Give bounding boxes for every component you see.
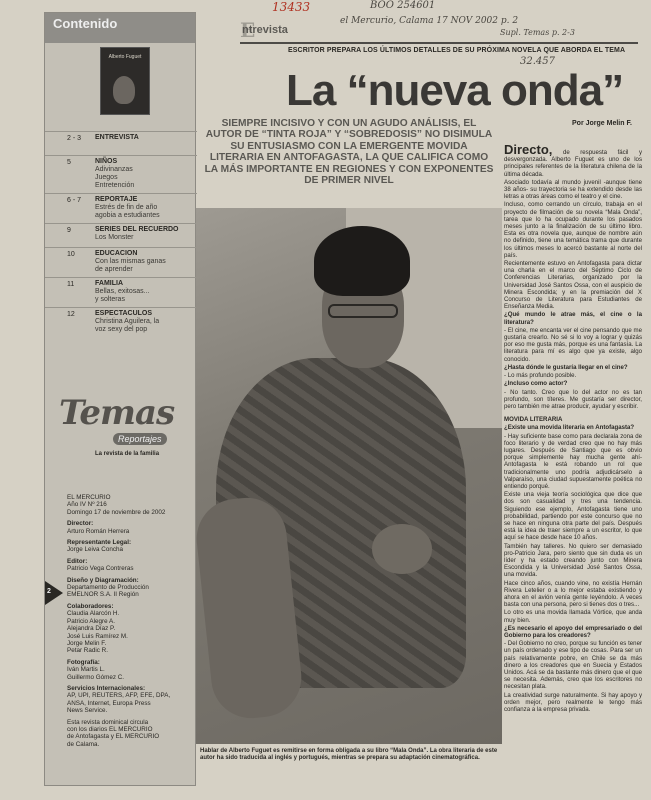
toc-page: 10 xyxy=(67,251,75,258)
article-kicker: ESCRITOR PREPARA LOS ÚLTIMOS DETALLES DE SU PRÓXIMA NOVELA QUE ABORDA EL TEMA xyxy=(288,47,626,54)
body-paragraph: - Del Gobierno no creo, porque su función es tener un país ordenado y ese tipo de cosas. Para ser un país relativamente pobre, en Chile se da más dinero a los creadores que en Suecia y Estados Unidos. Acá se da bastante más dinero que el que se necesita. Además, creo que los escritores no necesitan plata. xyxy=(504,640,642,691)
credit-value: Iván Martis L. Guillermo Gómez C. xyxy=(67,666,125,681)
credit-label: Editor: xyxy=(67,557,88,565)
masthead-credits xyxy=(67,490,195,748)
body-first-word: Directo, xyxy=(504,142,553,157)
body-paragraph: Incluso, como cerrando un círculo, trabaja en el proyecto de filmación de su novela “Mala Onda”, tarea que lo ha ocupado durante los pasados meses junto a la finalización de su último libro. Esta es otra novela que, aunque de nombre aún no definido, tiene una temática trama que durante los últimos meses lo acercó bastante al norte del país. xyxy=(504,201,642,259)
credit-block xyxy=(67,539,195,554)
credit-label: Fotografía: xyxy=(67,658,100,666)
body-paragraph: - El cine, me encanta ver el cine pensando que me gustaría crearlo. No sé si lo voy a lograr y quizás por eso me gusta más, porque es una fantasía. La literatura para mí es algo que ya existe, algo conocido. xyxy=(504,326,642,363)
body-paragraph: Hace cinco años, cuando vine, no existía Hernán Rivera Letelier o a lo mejor estaba existiendo y ahora en el avión venía gente leyéndolo. A veces basta con una persona, pero si tienes dos o tres... xyxy=(504,579,642,609)
toc-page: 2 - 3 xyxy=(67,135,82,142)
cover-thumbnail-face xyxy=(113,76,135,104)
credit-block xyxy=(67,494,195,516)
toc-page: 12 xyxy=(67,311,75,318)
logo-wordmark: Temas xyxy=(59,393,175,433)
toc-item xyxy=(45,155,197,193)
photo-hand xyxy=(372,524,432,574)
catalog-annotation: BOO 254601 xyxy=(370,0,436,11)
credit-value: Esta revista dominical circula con los diarios EL MERCURIO de Antofagasta y EL MERCURIO de Calama. xyxy=(67,718,160,748)
credit-value: Arturo Román Herrera xyxy=(67,527,130,535)
page-number: 2 xyxy=(47,588,51,595)
toc-section: EDUCACION xyxy=(95,250,138,257)
article-body xyxy=(504,142,642,714)
credit-label: Servicios Internacionales: xyxy=(67,684,146,692)
source-annotation: el Mercurio, Calama 17 NOV 2002 p. 2 xyxy=(340,16,519,26)
toc-page: 11 xyxy=(67,281,75,288)
toc-page: 5 xyxy=(67,159,71,166)
toc-section: NIÑOS xyxy=(95,158,118,165)
credit-value: Claudia Alarcón H. Patricio Alegre A. Alejandra Díaz P. José Luis Ramírez M. Jorge Melin F. Petar Radic R. xyxy=(67,610,128,655)
body-paragraph: Asociado todavía al mundo juvenil -aunque tiene 38 años- su trayectoria se ha extendido desde las letras a otras áreas como el teatro y el cine. xyxy=(504,178,642,201)
supplement-annotation: Supl. Temas p. 2-3 xyxy=(500,28,575,37)
contents-sidebar xyxy=(44,12,196,786)
body-paragraph: de respuesta fácil y desvergonzada. Alberto Fuguet es uno de los principales referentes de la literatura chilena de la última década. xyxy=(504,149,642,178)
body-paragraph: Existe una vieja teoría sociológica que dice que dos son casualidad y tres una tendencia. Siguiendo ese ejemplo, Antofagasta tiene uno probabilidad, partiendo por este concurso que no se hace en ninguna otra parte del país. Después está la idea de traer siempre a un escritor, lo que aquí se hace desde hace 10 años. xyxy=(504,491,642,542)
interview-question: ¿Hasta dónde le gustaría llegar en el cine? xyxy=(504,363,628,371)
credit-label: Director: xyxy=(67,520,94,528)
credit-label: Representante Legal: xyxy=(67,539,132,547)
toc-item xyxy=(45,223,197,247)
section-tab: E ntrevista xyxy=(242,24,288,36)
contents-heading: Contenido xyxy=(45,13,195,43)
author-photo xyxy=(196,208,502,744)
interview-question: ¿Existe una movida literaria en Antofagasta? xyxy=(504,424,635,432)
code-annotation: 32.457 xyxy=(520,56,555,67)
body-paragraph: - No tanto. Creo que lo del actor no es tan profundo, son títeres. Me gustaría ser director, pero también me atrae producir, ayudar y escribir. xyxy=(504,388,642,410)
credit-value: Patricio Vega Contreras xyxy=(67,565,134,573)
body-paragraph: - Hay suficiente base como para declarala zona de foco literario y de verdad creo que no hay más lugares. Después de Santiago que es obvio porque simplemente hay mucha gente ahí- Antofagasta le está robando un rol que tradicionalmente uno podría adjudicárselo a Valparaíso, una ciudad supuestamente poética no entiendo porqué. xyxy=(504,432,642,490)
credit-value: AP, UPI, REUTERS, AFP, EFE, DPA, ANSA, Internet, Europa Press News Service. xyxy=(67,692,171,715)
interview-question: ¿Incluso como actor? xyxy=(504,380,568,388)
page-number-marker xyxy=(45,581,63,605)
body-paragraph: Recientemente estuvo en Antofagasta para dictar una charla en el marco del Séptimo Ciclo de Conferencias Literarias, organizado por la Universidad José Santos Ossa, con el auspicio de Minera Escondida; y en la premiación del X Concurso de Literatura para Estudiantes de Enseñanza Media. xyxy=(504,260,642,311)
toc-detail: Los Monster xyxy=(95,234,134,241)
body-paragraph: - Lo más profundo posible. xyxy=(504,372,577,380)
magazine-logo xyxy=(55,393,195,463)
toc-detail: Christina Aguilera, la voz sexy del pop xyxy=(95,318,160,333)
toc-item xyxy=(45,131,197,155)
body-opening xyxy=(504,142,642,178)
photo-hair xyxy=(314,226,410,296)
article-title: La “nueva onda” xyxy=(286,66,624,115)
toc-item xyxy=(45,307,197,337)
header-rule xyxy=(240,42,638,44)
credit-label: Colaboradores: xyxy=(67,602,114,610)
credit-block xyxy=(67,603,195,655)
toc-detail: Estrés de fin de año agobia a estudiantes xyxy=(95,204,160,219)
body-subheading: MOVIDA LITERARIA xyxy=(504,416,563,424)
credit-block xyxy=(67,577,195,599)
interview-question: ¿Qué mundo le atrae más, el cine o la literatura? xyxy=(504,311,642,326)
toc-page: 9 xyxy=(67,227,71,234)
toc-item xyxy=(45,247,197,277)
article-lead: SIEMPRE INCISIVO Y CON UN AGUDO ANÁLISIS, EL AUTOR DE “TINTA ROJA” Y “SOBREDOSIS” NO DISIMULA SU ENTUSIASMO CON LA EMERGENTE MOVIDA LITERARIA EN ANTOFAGASTA, LA QUE CALIFICA COMO LA MÁS IMPORTANTE EN REGIONES Y CON EXPONENTES DE PRIMER NIVEL xyxy=(204,118,494,187)
credit-label: Diseño y Diagramación: xyxy=(67,576,139,584)
toc-page: 6 - 7 xyxy=(67,197,82,204)
interview-question: ¿Es necesario el apoyo del empresariado o del Gobierno para los creadores? xyxy=(504,624,642,639)
credit-value: EL MERCURIO Año IV Nº 216 Domingo 17 de noviembre de 2002 xyxy=(67,494,166,516)
toc-detail: Bellas, exitosas... y solteras xyxy=(95,288,150,303)
stamp-number: 13433 xyxy=(272,0,311,14)
toc-section: ESPECTACULOS xyxy=(95,310,153,317)
credit-block xyxy=(67,659,195,681)
cover-thumbnail xyxy=(100,47,150,115)
toc-item xyxy=(45,277,197,307)
toc-item xyxy=(45,193,197,223)
cover-thumbnail-title: Alberto Fuguet xyxy=(108,54,142,60)
toc-section: FAMILIA xyxy=(95,280,123,287)
toc-section: ENTREVISTA xyxy=(95,134,139,141)
credit-block xyxy=(67,719,195,749)
toc-detail: Con las mismas ganas de aprender xyxy=(95,258,166,273)
toc-section: REPORTAJE xyxy=(95,196,138,203)
body-paragraph: La creatividad surge naturalmente. Si hay apoyo y orden mejor, pero realmente le tengo más confianza a la empresa privada. xyxy=(504,691,642,714)
photo-caption: Hablar de Alberto Fuguet es remitirse en forma obligada a su libro “Mala Onda”. La obra literaria de este autor ha sido traducida al inglés y portugués, mientras se prepara su adaptación cinematográfica. xyxy=(200,748,498,762)
table-of-contents xyxy=(45,131,197,337)
credit-value: Departamento de Producción EMELNOR S.A. II Región xyxy=(67,584,149,599)
toc-detail: Adivinanzas Juegos Entretención xyxy=(95,166,135,189)
logo-subtitle: Reportajes xyxy=(113,433,167,445)
credit-block xyxy=(67,520,195,535)
article-byline: Por Jorge Melin F. xyxy=(572,120,632,127)
credit-block xyxy=(67,558,195,573)
logo-tagline: La revista de la familia xyxy=(95,451,160,457)
body-paragraph: También hay talleres. No quiero ser demasiado pro-Patricio Jara, pero siento que sin duda es un líder y ha estado creando junto con Minera Escondida y la Universidad José Santos Ossa, una movida. xyxy=(504,542,642,579)
credit-block xyxy=(67,685,195,715)
photo-glasses xyxy=(328,304,398,318)
toc-section: SERIES DEL RECUERDO xyxy=(95,226,179,233)
credit-value: Jorge Leiva Concha xyxy=(67,546,124,554)
body-paragraph: Lo otro es una movida llamada Vórtice, que anda muy bien. xyxy=(504,609,642,624)
